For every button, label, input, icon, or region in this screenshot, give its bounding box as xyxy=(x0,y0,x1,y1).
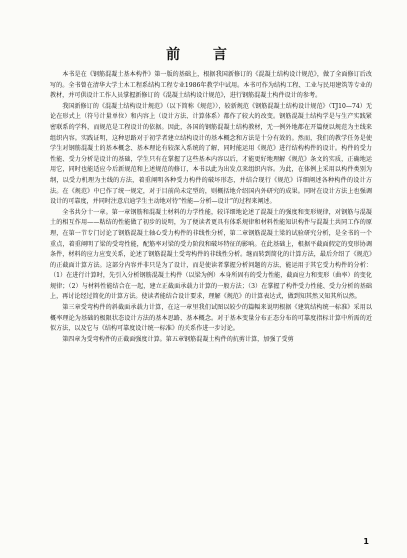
page-number: 1 xyxy=(363,537,369,546)
paragraph-4: 第三章受弯构件的斜截面承载力计算，在这一章里我们试图以较少的篇幅来说明根据《建筑结构统一标准》采用以概率理论为基础的极限状态设计方法的基本思路、基本概念。对于基本变量分布正态分布的可靠度指标计算中所需的近似方法，以及它与《结构可靠度设计统一标准》的关系作进一步讨论。 xyxy=(50,304,372,333)
paragraph-3: 全书共分十一章。第一章钢筋和混凝土材料的力学性能，较详细地论述了混凝土的强度和变形规律，对钢筋与混凝土的相互作用——粘结的性能做了初步的说明，为了便读者更具有体系规律和材料性能知识构件与混凝土共同工作的原理，在第一节专门讨论了钢筋混凝土轴心受力构件的非线性分析，第二章钢筋混凝土梁的试验研究分析，是全书的一个重点，着重阐明了梁的受弯性能，配筋率对梁的受力阶段和破坏特征的影响。在此基础上，根据平截面假定的变形协调条件，材料的应力应变关系，论述了钢筋混凝土受弯构件的非线性分析。继而转到简化的计算方法，最后介绍了《规范》的正截面计算方法。这部分内容并非只是为了设计，而是使读者掌握分析问题的方法，能运用于其它受力构件的分析：（1）在进行计算时，先引入分析钢筋混凝土构件（以梁为例）本身所固有的受力性能，截面应力和变形（曲率）的变化规律；（2）与材料性能结合在一起，建立正截面承载力计算的一般方法；（3）在掌握了构件受力性能、受力分析的基础上，再讨论经过简化的计算方法。使读者能结合设计要求，理解《规范》的计算表达式，做到知其然又知其所以然。 xyxy=(50,208,372,301)
paragraph-1: 本书是在《钢筋混凝土基本构件》第一版的基础上，根据我国新修订的《混凝土结构设计规范》，做了全面修订后改写的。全书曾在清华大学土木工程系结构工程专业1986年教学中试用。本书可作为结构工程、工业与民用建筑等专业的教材，并可供设计工作人员掌握新修订的《混凝土结构设计规范》，进行钢筋混凝土构件设计的参考。 xyxy=(50,71,372,100)
paragraph-5: 第四章为受弯构件的正截面强度计算。第五章钢筋混凝土构件的抗剪计算，加强了受剪 xyxy=(62,335,294,343)
paragraph-2: 我国新修订的《混凝土结构设计规范》（以下简称《规范》），较新规范《钢筋混凝土结构设计规范》（TJ10—74）无论在形式上（符号计量单位）和内容上（设计方法、计算体系）都作了较大的改变。钢筋混凝土结构学是与生产实践紧密联系的学科，而规范是工程设计的依据。因此，各国的钢筋混凝土结构教材，无一例外地都在开篇便以规范为主线来组织内容。实践证明，这种思路对于初学者建立结构设计的基本概念和方法是十分有效的。然而，我们的教学任务是使学生对钢筋混凝土的基本概念、基本理论有较深入系统的了解，同时能运用《规范》进行结构构件的设计。构件的受力性能、受力分析是设计的基础，学生只有在掌握了这些基本内容以后，才能更好地理解《规范》条文的实质，正确地运用它，同时也能适应今后新规范和上述规范的修订，本书以此为出发点来组织内容。为此，在体例上采用以构件类别为纲，以受力机理为主线的方法，着重阐明各种受力构件的破坏形态，并结合现行《规范》详细阐述各种构件的设计方法。在《规范》中已作了统一规定，对于目前尚未定型的，则概括地介绍国内外研究的成果。同时在设计方法上也强调设计的可靠度，并同时注意启迪学生主动地对待“性能—分析—设计”的过程来阐述。 xyxy=(50,102,372,206)
body-text xyxy=(50,70,372,345)
page-title: 前 言 xyxy=(166,47,241,63)
